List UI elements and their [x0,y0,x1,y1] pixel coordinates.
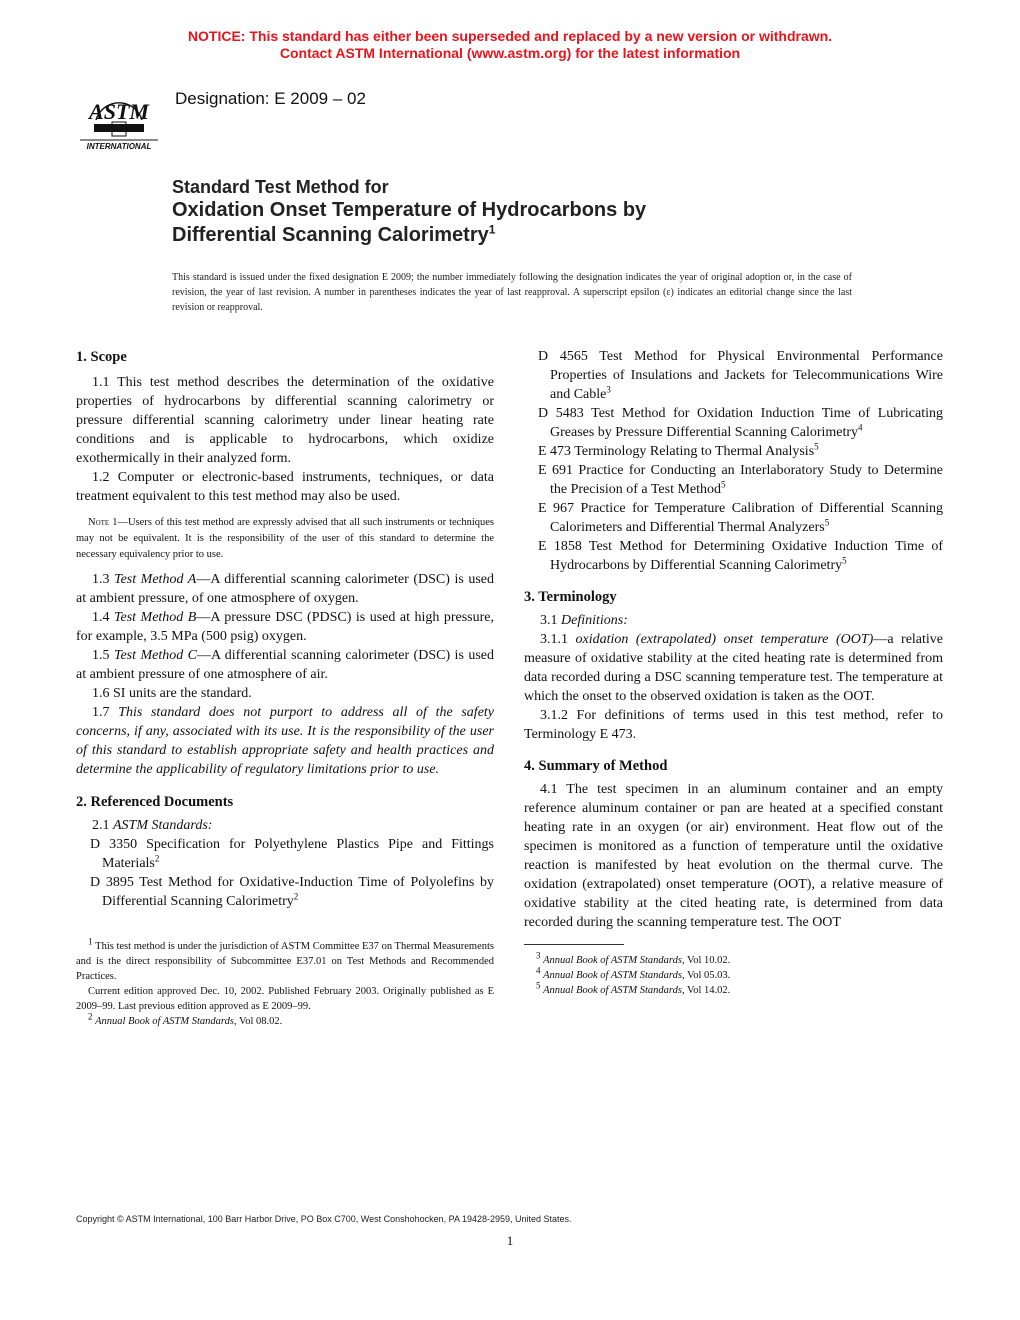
para-3-1-1-em: oxidation (extrapolated) onset temperature (OOT) [575,632,874,647]
para-3-1-num: 3.1 [540,613,558,628]
refdocs-heading: 2. Referenced Documents [76,794,234,810]
para-3-1 [524,611,943,630]
para-2-1-em: ASTM Standards: [113,818,213,833]
footnote-5-mark: 5 [536,980,541,991]
footnote-2-mark: 2 [88,1011,93,1022]
para-1-3 [76,570,494,608]
title-line-3-text: Differential Scanning Calorimetry [172,224,489,246]
footnote-2-em: Annual Book of ASTM Standards [95,1016,234,1027]
footnote-3-rest: , Vol 10.02. [681,955,731,966]
para-1-2: 1.2 Computer or electronic-based instruments, techniques, or data treatment equivalent to this test method may also be used. [76,470,494,504]
copyright-line: Copyright © ASTM International, 100 Barr Harbor Drive, PO Box C700, West Conshohocken, PA 19428-2959, United States. [76,1214,572,1224]
ref-e967 [538,499,943,537]
ref-d3350 [90,835,494,873]
note-label: Note [88,517,110,528]
footnote-4-mark: 4 [536,965,541,976]
ref-e473 [538,442,943,461]
ref-d3895-text: D 3895 Test Method for Oxidative-Induction Time of Polyolefins by Differential Scanning Calorimetry [90,875,494,909]
para-1-4-em: Test Method B [114,610,197,625]
para-1-5-rest: —A differential scanning calorimeter (DSC) is used at ambient pressure of one atmosphere of air. [76,648,495,682]
footnote-1b: Current edition approved Dec. 10, 2002. Published February 2003. Originally published as E 2009–99. Last previous edition approved as E 2009–99. [76,986,494,1012]
para-3-1-em: Definitions: [561,613,628,628]
note-1 [76,515,494,563]
title-line-1: Standard Test Method for [172,177,389,197]
para-1-1: 1.1 This test method describes the determination of the oxidative properties of hydrocarbons by differential scanning calorimetry or pressure differential scanning calorimetry under linear heating rate conditions and is applicable to hydrocarbons, which oxidize exothermically in their analyzed form. [76,375,494,466]
logo-text: ASTM [89,99,149,124]
ref-d3895-fn: 2 [293,891,299,902]
para-4-1: 4.1 The test specimen in an aluminum container and an empty reference aluminum container or pan are heated at a specified constant heating rate in an oxygen (or air) environment. Heat flow out of the specimen is monitored as a function of temperature until the oxidative reaction is manifested by heat evolution on the thermal curve. The oxidation (extrapolated) onset temperature (OOT), a relative measure of oxidative stability at the cited heating rate, is determined from data recorded during the scanning temperature test. The OOT [524,782,943,930]
designation: Designation: E 2009 – 02 [175,89,366,108]
title-line-2: Oxidation Onset Temperature of Hydrocarbons by [172,199,647,221]
notice-line-1: NOTICE: This standard has either been superseded and replaced by a new version or withdrawn. [187,28,833,44]
ref-d3350-text: D 3350 Specification for Polyethylene Plastics Pipe and Fittings Materials [90,837,494,871]
title-line-3 [172,223,932,248]
ref-e691 [538,461,943,499]
para-1-6: 1.6 SI units are the standard. [92,686,252,701]
ref-e967-fn: 5 [824,517,830,528]
para-3-1-2: 3.1.2 For definitions of terms used in this test method, refer to Terminology E 473. [524,708,943,742]
scope-heading: 1. Scope [76,349,127,365]
para-1-5 [76,646,494,684]
ref-e473-text: E 473 Terminology Relating to Thermal Analysis [538,444,815,459]
ref-d5483-text: D 5483 Test Method for Oxidation Induction Time of Lubricating Greases by Pressure Differential Scanning Calorimetry [538,406,943,440]
ref-d4565-fn: 3 [606,384,611,395]
para-3-1-1-rest: —a relative measure of oxidative stability at the cited heating rate is determined from data recorded during a DSC scanning temperature test. The temperature at which the onset to the observed oxidation is taken as the OOT. [524,632,944,704]
ref-d5483 [538,404,943,442]
para-3-1-1 [524,630,943,706]
footnote-1-mark: 1 [88,936,93,947]
logo-subtext: INTERNATIONAL [86,142,152,151]
ref-e473-fn: 5 [814,441,819,452]
ref-e1858 [538,537,943,575]
ref-e1858-fn: 5 [842,555,847,566]
footnote-3-em: Annual Book of ASTM Standards [543,955,682,966]
left-column [76,347,494,1029]
para-2-1 [76,816,494,835]
title-footnote-mark: 1 [488,222,496,237]
para-1-5-num: 1.5 [92,648,110,663]
footnote-5-rest: , Vol 14.02. [681,985,731,996]
issued-note: This standard is issued under the fixed designation E 2009; the number immediately following the designation indicates the year of original adoption or, in the case of revision, the year of last revision. A number in parentheses indicates the year of last reapproval. A superscript epsilon (ε) indicates an editorial change since the last revision or reapproval. [172,272,852,313]
footnote-2-rest: , Vol 08.02. [233,1016,283,1027]
footnote-3-mark: 3 [536,950,541,961]
ref-d3350-fn: 2 [154,853,160,864]
para-2-1-num: 2.1 [92,818,110,833]
para-1-3-em: Test Method A [114,572,197,587]
ref-d4565 [538,347,943,404]
footnote-3 [524,950,943,968]
footnote-1 [76,936,494,984]
para-1-4-num: 1.4 [92,610,110,625]
ref-e691-text: E 691 Practice for Conducting an Interlaboratory Study to Determine the Precision of a Test Method [538,463,943,497]
notice-line-2: Contact ASTM International (www.astm.org) for the latest information [279,45,741,61]
footnote-4-rest: , Vol 05.03. [681,970,731,981]
summary-heading: 4. Summary of Method [524,758,668,774]
para-1-3-num: 1.3 [92,572,110,587]
footnote-4 [524,965,943,983]
terminology-heading: 3. Terminology [524,589,617,605]
para-1-7-em: This standard does not purport to address all of the safety concerns, if any, associated with its use. It is the responsibility of the user of this standard to establish appropriate safety and health practices and determine the applicability of regulatory limitations prior to use. [76,705,495,777]
footnote-rule [524,944,624,945]
document-title [172,176,932,248]
ref-d4565-text: D 4565 Test Method for Physical Environmental Performance Properties of Insulations and Jackets for Telecommunications Wire and Cable [538,349,943,402]
footnote-4-em: Annual Book of ASTM Standards [543,970,682,981]
para-1-4 [76,608,494,646]
para-1-4-rest: —A pressure DSC (PDSC) is used at high pressure, for example, 3.5 MPa (500 psig) oxygen. [76,610,494,644]
para-3-1-1-num: 3.1.1 [540,632,568,647]
para-1-7-num: 1.7 [92,705,110,720]
ref-d3895 [90,873,494,911]
footnote-2 [76,1011,494,1029]
footnote-5-em: Annual Book of ASTM Standards [543,985,682,996]
ref-e1858-text: E 1858 Test Method for Determining Oxidative Induction Time of Hydrocarbons by Differential Scanning Calorimetry [538,539,943,573]
right-column [524,347,943,998]
footnote-5 [524,980,943,998]
page-number: 1 [506,1233,514,1248]
ref-d5483-fn: 4 [858,422,863,433]
para-1-3-rest: —A differential scanning calorimeter (DSC) is used at ambient pressure, of one atmosphere of oxygen. [76,572,495,606]
para-1-7 [76,703,494,779]
footnote-1-text: This test method is under the jurisdiction of ASTM Committee E37 on Thermal Measurements and is the direct responsibility of Subcommittee E37.01 on Test Methods and Recommended Practices. [76,941,494,982]
note-text: 1—Users of this test method are expressly advised that all such instruments or techniques may not be equivalent. It is the responsibility of the user of this standard to determine the necessary equivalency prior to use. [76,517,495,560]
notice-banner [0,28,1020,62]
para-1-5-em: Test Method C [113,648,197,663]
ref-e691-fn: 5 [721,479,726,490]
ref-e967-text: E 967 Practice for Temperature Calibration of Differential Scanning Calorimeters and Differential Thermal Analyzers [538,501,943,535]
astm-logo [76,72,162,152]
